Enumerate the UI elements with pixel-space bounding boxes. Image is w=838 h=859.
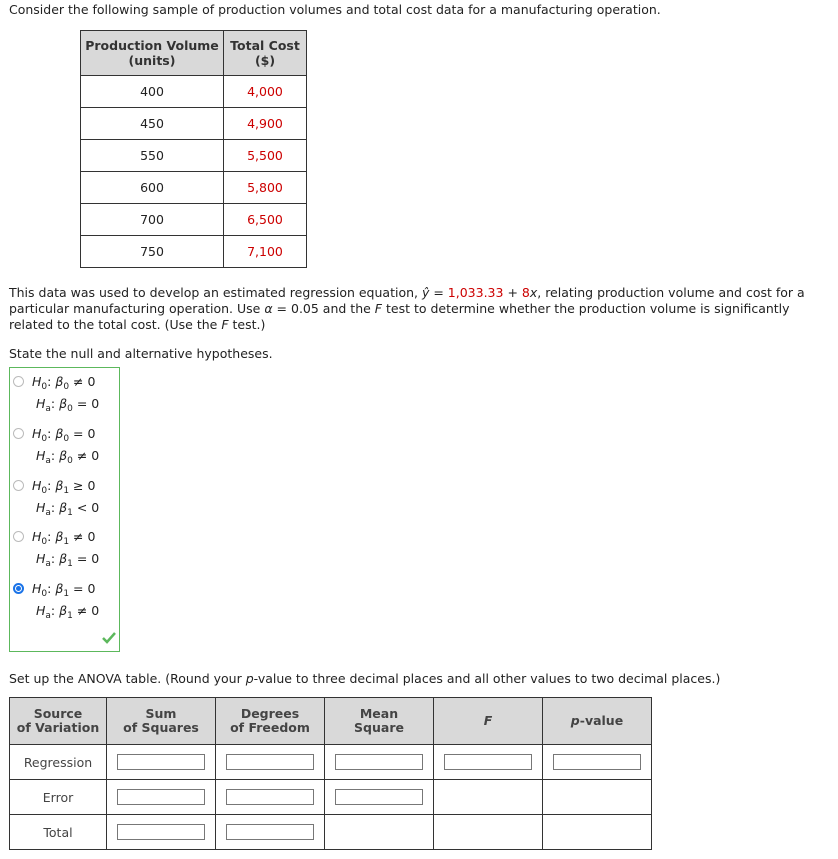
- regression-paragraph: This data was used to develop an estimated regression equation, ŷ = 1,033.33 + 8x, relating production volume and cost for a particular manufacturing operation. Use α = 0.05 and the F test to determine whether the production volume is significantly related to the total cost. (Use the F test.): [9, 285, 805, 332]
- option-radio-selected[interactable]: [13, 583, 24, 594]
- regression-p-value-input[interactable]: [553, 754, 641, 770]
- regression-ss-input[interactable]: [117, 754, 205, 770]
- p-value-header: p-value: [543, 698, 652, 745]
- option-h0: $H_0$: $\beta_1 \ne 0$: [32, 529, 96, 547]
- option-radio[interactable]: [13, 531, 24, 542]
- option-ha: $H_a$: $\beta_1 \ne 0$: [36, 603, 100, 621]
- error-df-input[interactable]: [226, 789, 314, 805]
- row-label: Error: [10, 780, 107, 815]
- table-row: [10, 815, 652, 850]
- option-radio[interactable]: [13, 428, 24, 439]
- row-label: Total: [10, 815, 107, 850]
- option-ha: $H_a$: $\beta_1 = 0$: [36, 551, 100, 569]
- option-radio[interactable]: [13, 376, 24, 387]
- option-ha: $H_a$: $\beta_0 \ne 0$: [36, 448, 100, 466]
- table-row: 750 7,100: [81, 236, 307, 268]
- option-h0: $H_0$: $\beta_1 \ge 0$: [32, 478, 96, 496]
- option-ha: $H_a$: $\beta_0 = 0$: [36, 396, 100, 414]
- df-header: Degrees of Freedom: [216, 698, 325, 745]
- table-row: 450 4,900: [81, 108, 307, 140]
- source-header: Source of Variation: [10, 698, 107, 745]
- ss-header: Sum of Squares: [107, 698, 216, 745]
- error-ms-input[interactable]: [335, 789, 423, 805]
- table-row: 400 4,000: [81, 76, 307, 108]
- volume-header: Production Volume (units): [81, 31, 224, 76]
- hypotheses-options: [9, 367, 120, 652]
- option-ha: $H_a$: $\beta_1 < 0$: [36, 500, 100, 518]
- regression-ms-input[interactable]: [335, 754, 423, 770]
- regression-df-input[interactable]: [226, 754, 314, 770]
- table-row: 700 6,500: [81, 204, 307, 236]
- table-row: [10, 745, 652, 780]
- option-h0: $H_0$: $\beta_0 \ne 0$: [32, 374, 96, 392]
- row-label: Regression: [10, 745, 107, 780]
- table-row: [10, 780, 652, 815]
- regression-f-input[interactable]: [444, 754, 532, 770]
- data-table: [80, 30, 307, 268]
- total-df-input[interactable]: [226, 824, 314, 840]
- anova-table: [9, 697, 652, 850]
- option-h0: $H_0$: $\beta_1 = 0$: [32, 581, 96, 599]
- table-row: 600 5,800: [81, 172, 307, 204]
- cost-header: Total Cost ($): [224, 31, 307, 76]
- intro-text: Consider the following sample of production volumes and total cost data for a manufacturing operation.: [9, 2, 661, 17]
- ms-header: Mean Square: [325, 698, 434, 745]
- total-ss-input[interactable]: [117, 824, 205, 840]
- hypotheses-prompt: State the null and alternative hypotheses.: [9, 346, 273, 361]
- option-radio[interactable]: [13, 480, 24, 491]
- correct-check-icon: [102, 632, 116, 644]
- f-header: F: [434, 698, 543, 745]
- table-row: 550 5,500: [81, 140, 307, 172]
- anova-prompt: Set up the ANOVA table. (Round your p-value to three decimal places and all other values to two decimal places.): [9, 671, 721, 686]
- error-ss-input[interactable]: [117, 789, 205, 805]
- option-h0: $H_0$: $\beta_0 = 0$: [32, 426, 96, 444]
